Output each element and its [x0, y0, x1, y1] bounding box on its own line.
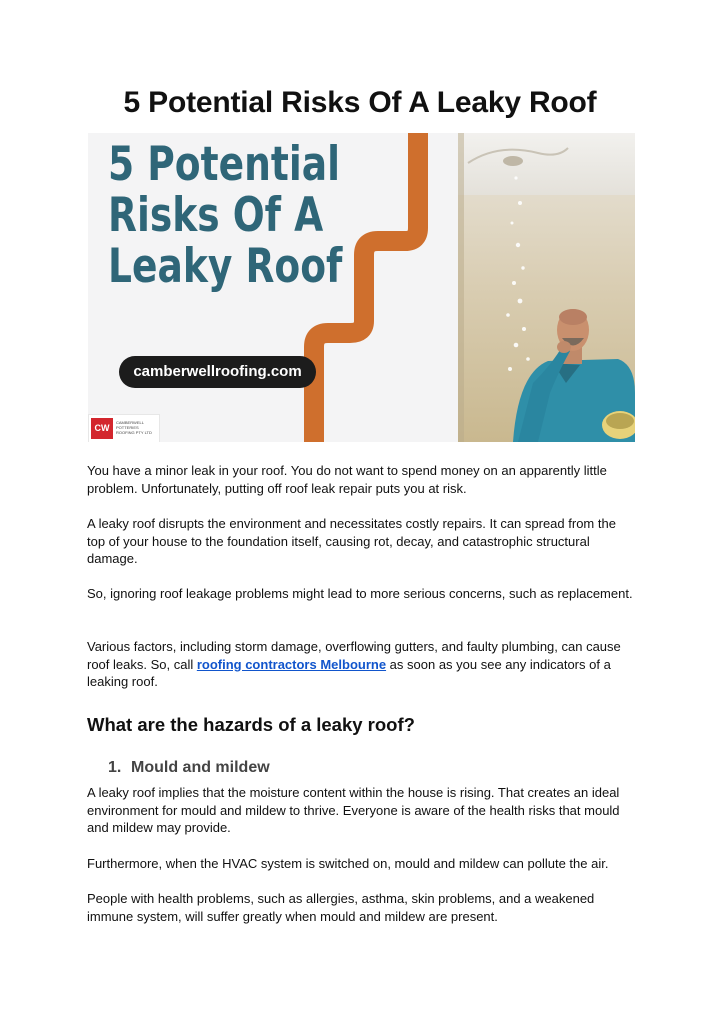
paragraph: Furthermore, when the HVAC system is switched on, mould and mildew can pollute the air. [87, 856, 609, 871]
banner-title-line: Risks Of A [108, 188, 324, 243]
list-item-title: Mould and mildew [131, 759, 270, 776]
section-heading: What are the hazards of a leaky roof? [87, 714, 415, 735]
paragraph [87, 638, 637, 691]
logo-mark: CW [91, 418, 113, 439]
list-item-heading [108, 759, 270, 777]
paragraph-text: Various factors, including storm damage, overflowing gutters, and faulty plumbing, can cause roof leaks. So, call [87, 639, 621, 672]
paragraph: A leaky roof disrupts the environment and necessitates costly repairs. It can spread from the top of your house to the foundation itself, causing rot, decay, and catastrophic structural damage. [87, 516, 616, 566]
hero-banner [88, 133, 635, 442]
list-item-number: 1. [108, 759, 122, 776]
banner-title [108, 139, 342, 292]
banner-title-line: Leaky Roof [108, 239, 343, 294]
paragraph: You have a minor leak in your roof. You do not want to spend money on an apparently little problem. Unfortunately, putting off roof leak repair puts you at risk. [87, 463, 607, 496]
logo-text: CAMBERWELL POTTERIES ROOFING PTY LTD [116, 420, 152, 435]
page-title: 5 Potential Risks Of A Leaky Roof [123, 86, 597, 119]
paragraph-text: as soon as you see any indicators of a leaking roof. [87, 656, 611, 689]
roofing-contractors-link[interactable]: roofing contractors Melbourne [196, 656, 387, 672]
paragraph: People with health problems, such as allergies, asthma, skin problems, and a weakened immune system, will suffer greatly when mould and mildew are present. [87, 891, 595, 924]
paragraph: So, ignoring roof leakage problems might lead to more serious concerns, such as replacement. [87, 586, 633, 601]
company-logo [88, 414, 160, 442]
leaking-ceiling-photo [458, 133, 635, 442]
banner-title-line: 5 Potential [108, 137, 341, 192]
website-url-pill: camberwellroofing.com [119, 356, 316, 388]
paragraph: A leaky roof implies that the moisture content within the house is rising. That creates an ideal environment for mould and mildew to thrive. Everyone is aware of the health risks that mould and mildew may provide. [87, 785, 620, 835]
